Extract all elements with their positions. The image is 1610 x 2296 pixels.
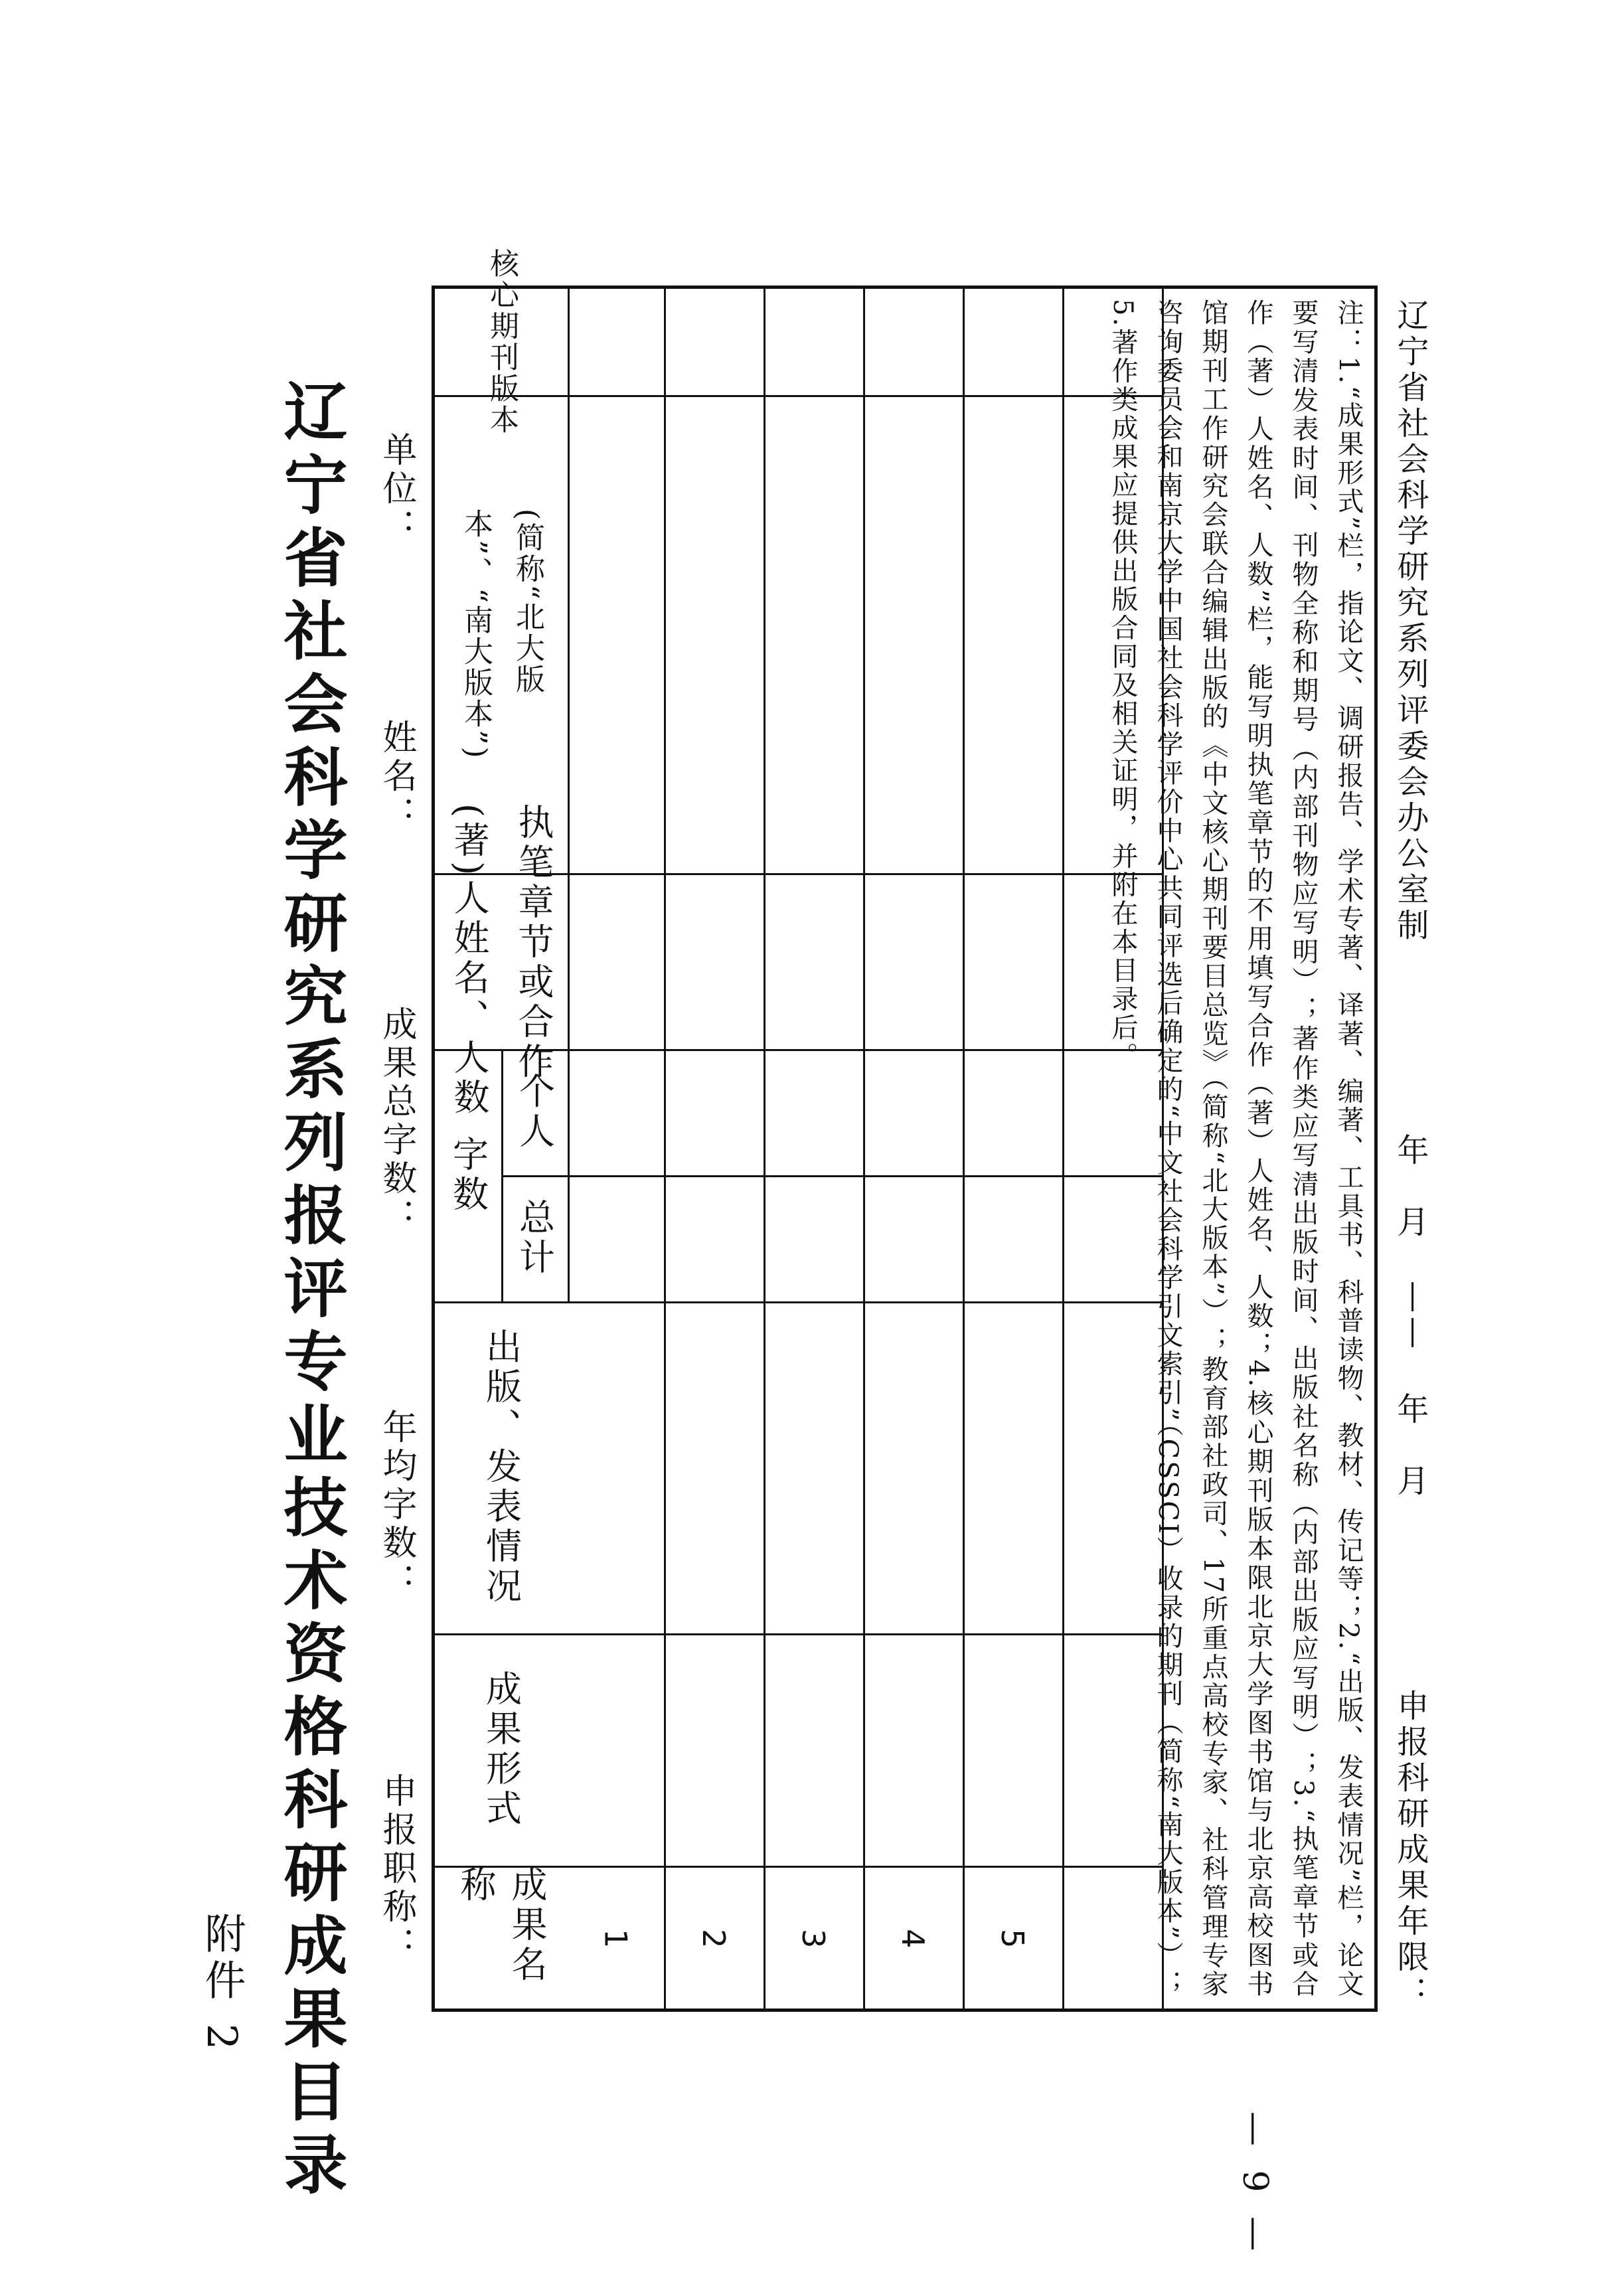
header-word-count <box>435 1049 501 1301</box>
coauthor-line-1: 执笔章节或合作 <box>513 803 554 1083</box>
achievement-form-label: 成果形式 <box>480 1670 523 1829</box>
issuer: 辽宁省社会科学研究系列评委会办公室制 <box>1392 299 1429 944</box>
achievement-name-label: 成果名称 <box>455 1866 548 1985</box>
footer <box>1388 299 1433 2012</box>
date-dash: —— <box>1396 1281 1433 1353</box>
header-achievement-form <box>435 1633 568 1866</box>
table-notes: 注：1.“成果形式”栏，指论文、调研报告、学术专著、译著、编著、工具书、科普读物、教材、传记等；2.“出版、发表情况”栏，论文要写清发表时间、刊物全称和期号（内部刊物应写明）；著作类应写清出版时间、出版社名称（内部出版应写明）；3.“执笔章节或合作（著）人姓名、人数”栏，能写明执笔章节的不用填写合作（著）人姓名、人数；4.核心期刊版本限北京大学图书馆与北京高校图书馆期刊工作研究会联合编辑出版的《中文核心期刊要目总览》（简称“北大版本”）；教育部社政司、17所重点高校专家、社科管理专家咨询委员会和南京大学中国社会科学评价中心共同评选后确定的“中文社会科学引文索引”（CSSCI）收录的期刊（简称“南大版本”）；5.著作类成果应提供出版合同及相关证明，并附在本目录后。 <box>1107 299 1364 1999</box>
header-achievement-name <box>435 1866 568 2009</box>
total-label: 总计 <box>513 1198 556 1278</box>
core-journal-line-3: 本”、“南大版本”) <box>459 508 493 760</box>
coauthor-line-2: (著)人姓名、人数 <box>448 803 490 1119</box>
date-from: 年 月 <box>1392 1392 1429 1500</box>
core-journal-line-2: (简称“北大版 <box>511 508 544 695</box>
period-label: 申报科研成果年限： <box>1392 1689 1429 2012</box>
row-number: 1 <box>598 1929 634 1949</box>
row-number: 3 <box>795 1929 831 1949</box>
total-words-label: 成果总字数： <box>376 1006 416 1237</box>
publication-label: 出版、发表情况 <box>480 1328 523 1607</box>
page-title: 辽宁省社会科学研究系列报评专业技术资格科研成果目录 <box>274 378 349 2204</box>
unit-label: 单位： <box>376 432 416 547</box>
header-personal <box>501 1049 568 1175</box>
annual-words-label: 年均字数： <box>376 1408 416 1601</box>
row-number: 2 <box>696 1929 732 1949</box>
page-number: — 9 — <box>1235 2111 1275 2258</box>
header-publication <box>435 1301 568 1633</box>
info-line <box>372 432 422 1965</box>
core-journal-line-1: 核心期刊版本 <box>485 248 519 436</box>
personal-label: 个人 <box>513 1072 556 1152</box>
row-number: 5 <box>995 1929 1030 1949</box>
header-total <box>501 1175 568 1301</box>
row-number: 4 <box>895 1929 931 1949</box>
date-to: 年 月 <box>1392 1133 1429 1241</box>
title-applied-label: 申报职称： <box>376 1773 416 1965</box>
name-label: 姓名： <box>376 718 416 835</box>
word-count-label: 字数 <box>447 1135 489 1215</box>
header-core-journal <box>435 248 568 436</box>
header-core-journal-detail <box>435 395 568 873</box>
attachment-label: 附件 2 <box>198 1912 246 2056</box>
achievement-table <box>432 248 1378 2012</box>
